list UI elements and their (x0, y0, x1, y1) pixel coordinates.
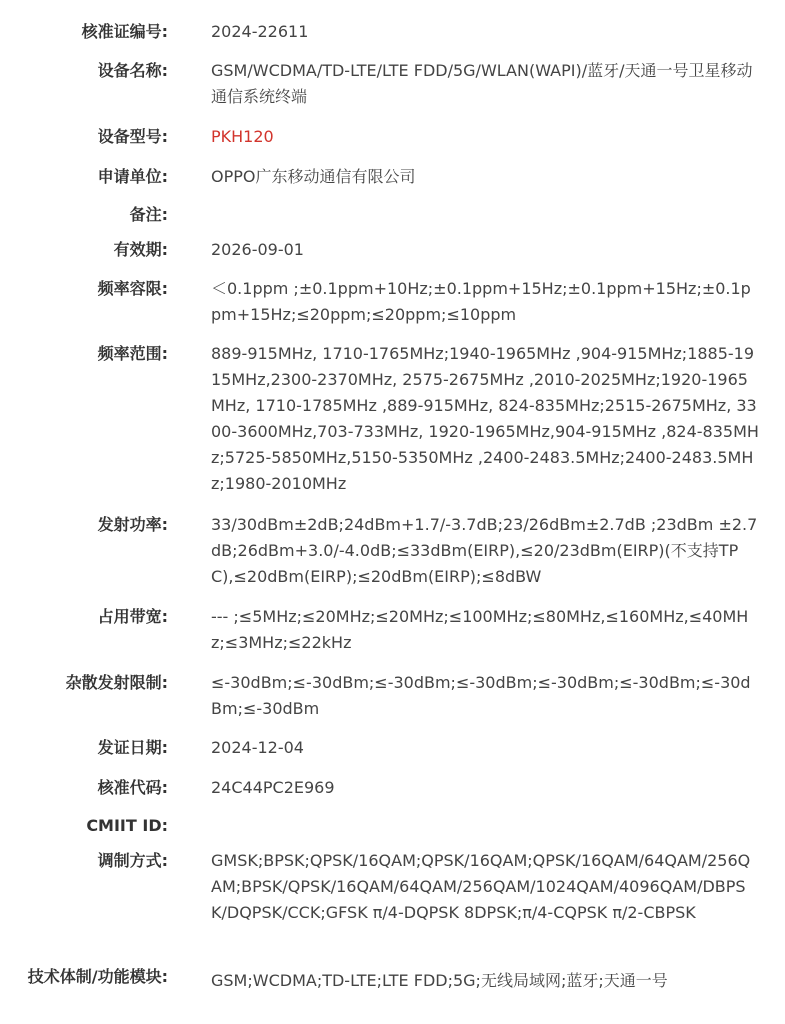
field-label: 发证日期: (97, 738, 168, 757)
field-label: 备注: (129, 205, 168, 224)
field-device-name (0, 58, 785, 106)
field-validity (0, 237, 785, 263)
field-value: PKH120 (211, 127, 274, 146)
field-frequency-tolerance (0, 276, 785, 324)
field-label: 设备名称: (97, 61, 168, 80)
field-label: 杂散发射限制: (65, 673, 168, 692)
field-value: GSM;WCDMA;TD-LTE;LTE FDD;5G;无线局域网;蓝牙;天通一号 (211, 971, 668, 990)
field-label: 技术体制/功能模块: (27, 967, 168, 986)
field-value: ＜0.1ppm ;±0.1ppm+10Hz;±0.1ppm+15Hz;±0.1ppm+15Hz;±0.1ppm+15Hz;≤20ppm;≤20ppm;≤10ppm (211, 279, 751, 324)
field-value: GSM/WCDMA/TD-LTE/LTE FDD/5G/WLAN(WAPI)/蓝牙/天通一号卫星移动通信系统终端 (211, 61, 753, 106)
field-label: 核准证编号: (81, 22, 168, 41)
field-technology (0, 966, 785, 990)
field-approval-number (0, 19, 785, 45)
field-value: OPPO广东移动通信有限公司 (211, 167, 416, 186)
field-value: 24C44PC2E969 (211, 778, 335, 797)
field-approval-code (0, 775, 785, 801)
field-value: 2024-22611 (211, 22, 309, 41)
field-value: ≤-30dBm;≤-30dBm;≤-30dBm;≤-30dBm;≤-30dBm;≤-30dBm;≤-30dBm;≤-30dBm (211, 673, 751, 718)
field-modulation (0, 848, 785, 922)
field-issue-date (0, 735, 785, 761)
field-remarks (0, 202, 785, 228)
field-value: 2024-12-04 (211, 738, 304, 757)
field-value: GMSK;BPSK;QPSK/16QAM;QPSK/16QAM;QPSK/16QAM/64QAM/256QAM;BPSK/QPSK/16QAM/64QAM/256QAM/1024QAM/4096QAM/DBPSK/DQPSK/CCK;GFSK π/4-DQPSK 8DPSK;π/4-CQPSK π/2-CBPSK (211, 851, 751, 922)
field-label: 调制方式: (97, 851, 168, 870)
field-value: --- ;≤5MHz;≤20MHz;≤20MHz;≤100MHz;≤80MHz,≤160MHz,≤40MHz;≤3MHz;≤22kHz (211, 607, 749, 652)
field-value: 33/30dBm±2dB;24dBm+1.7/-3.7dB;23/26dBm±2.7dB ;23dBm ±2.7dB;26dBm+3.0/-4.0dB;≤33dBm(EIRP),≤20/23dBm(EIRP)(不支持TPC),≤20dBm(EIRP);≤20dBm(EIRP);≤8dBW (211, 515, 758, 586)
field-label: 有效期: (113, 240, 168, 259)
field-label: 频率容限: (97, 279, 168, 298)
field-occupied-bandwidth (0, 604, 785, 652)
field-label: 频率范围: (97, 344, 168, 363)
field-label: 申请单位: (97, 167, 168, 186)
field-label: 设备型号: (97, 127, 168, 146)
field-label: CMIIT ID: (86, 816, 168, 835)
field-label: 核准代码: (97, 778, 168, 797)
field-label: 发射功率: (97, 515, 168, 534)
field-label: 占用带宽: (97, 607, 168, 626)
field-spurious-emission (0, 670, 785, 718)
field-cmiit-id (0, 813, 785, 839)
field-applicant (0, 164, 785, 190)
field-transmit-power (0, 512, 785, 586)
field-value: 889-915MHz, 1710-1765MHz;1940-1965MHz ,904-915MHz;1885-1915MHz,2300-2370MHz, 2575-2675MHz ,2010-2025MHz;1920-1965MHz, 1710-1785MHz ,889-915MHz, 824-835MHz;2515-2675MHz, 3300-3600MHz,703-733MHz, 1920-1965MHz,904-915MHz ,824-835MHz;5725-5850MHz,5150-5350MHz ,2400-2483.5MHz;2400-2483.5MHz;1980-2010MHz (211, 344, 759, 493)
field-frequency-range (0, 341, 785, 493)
field-device-model (0, 124, 785, 150)
field-value: 2026-09-01 (211, 240, 304, 259)
